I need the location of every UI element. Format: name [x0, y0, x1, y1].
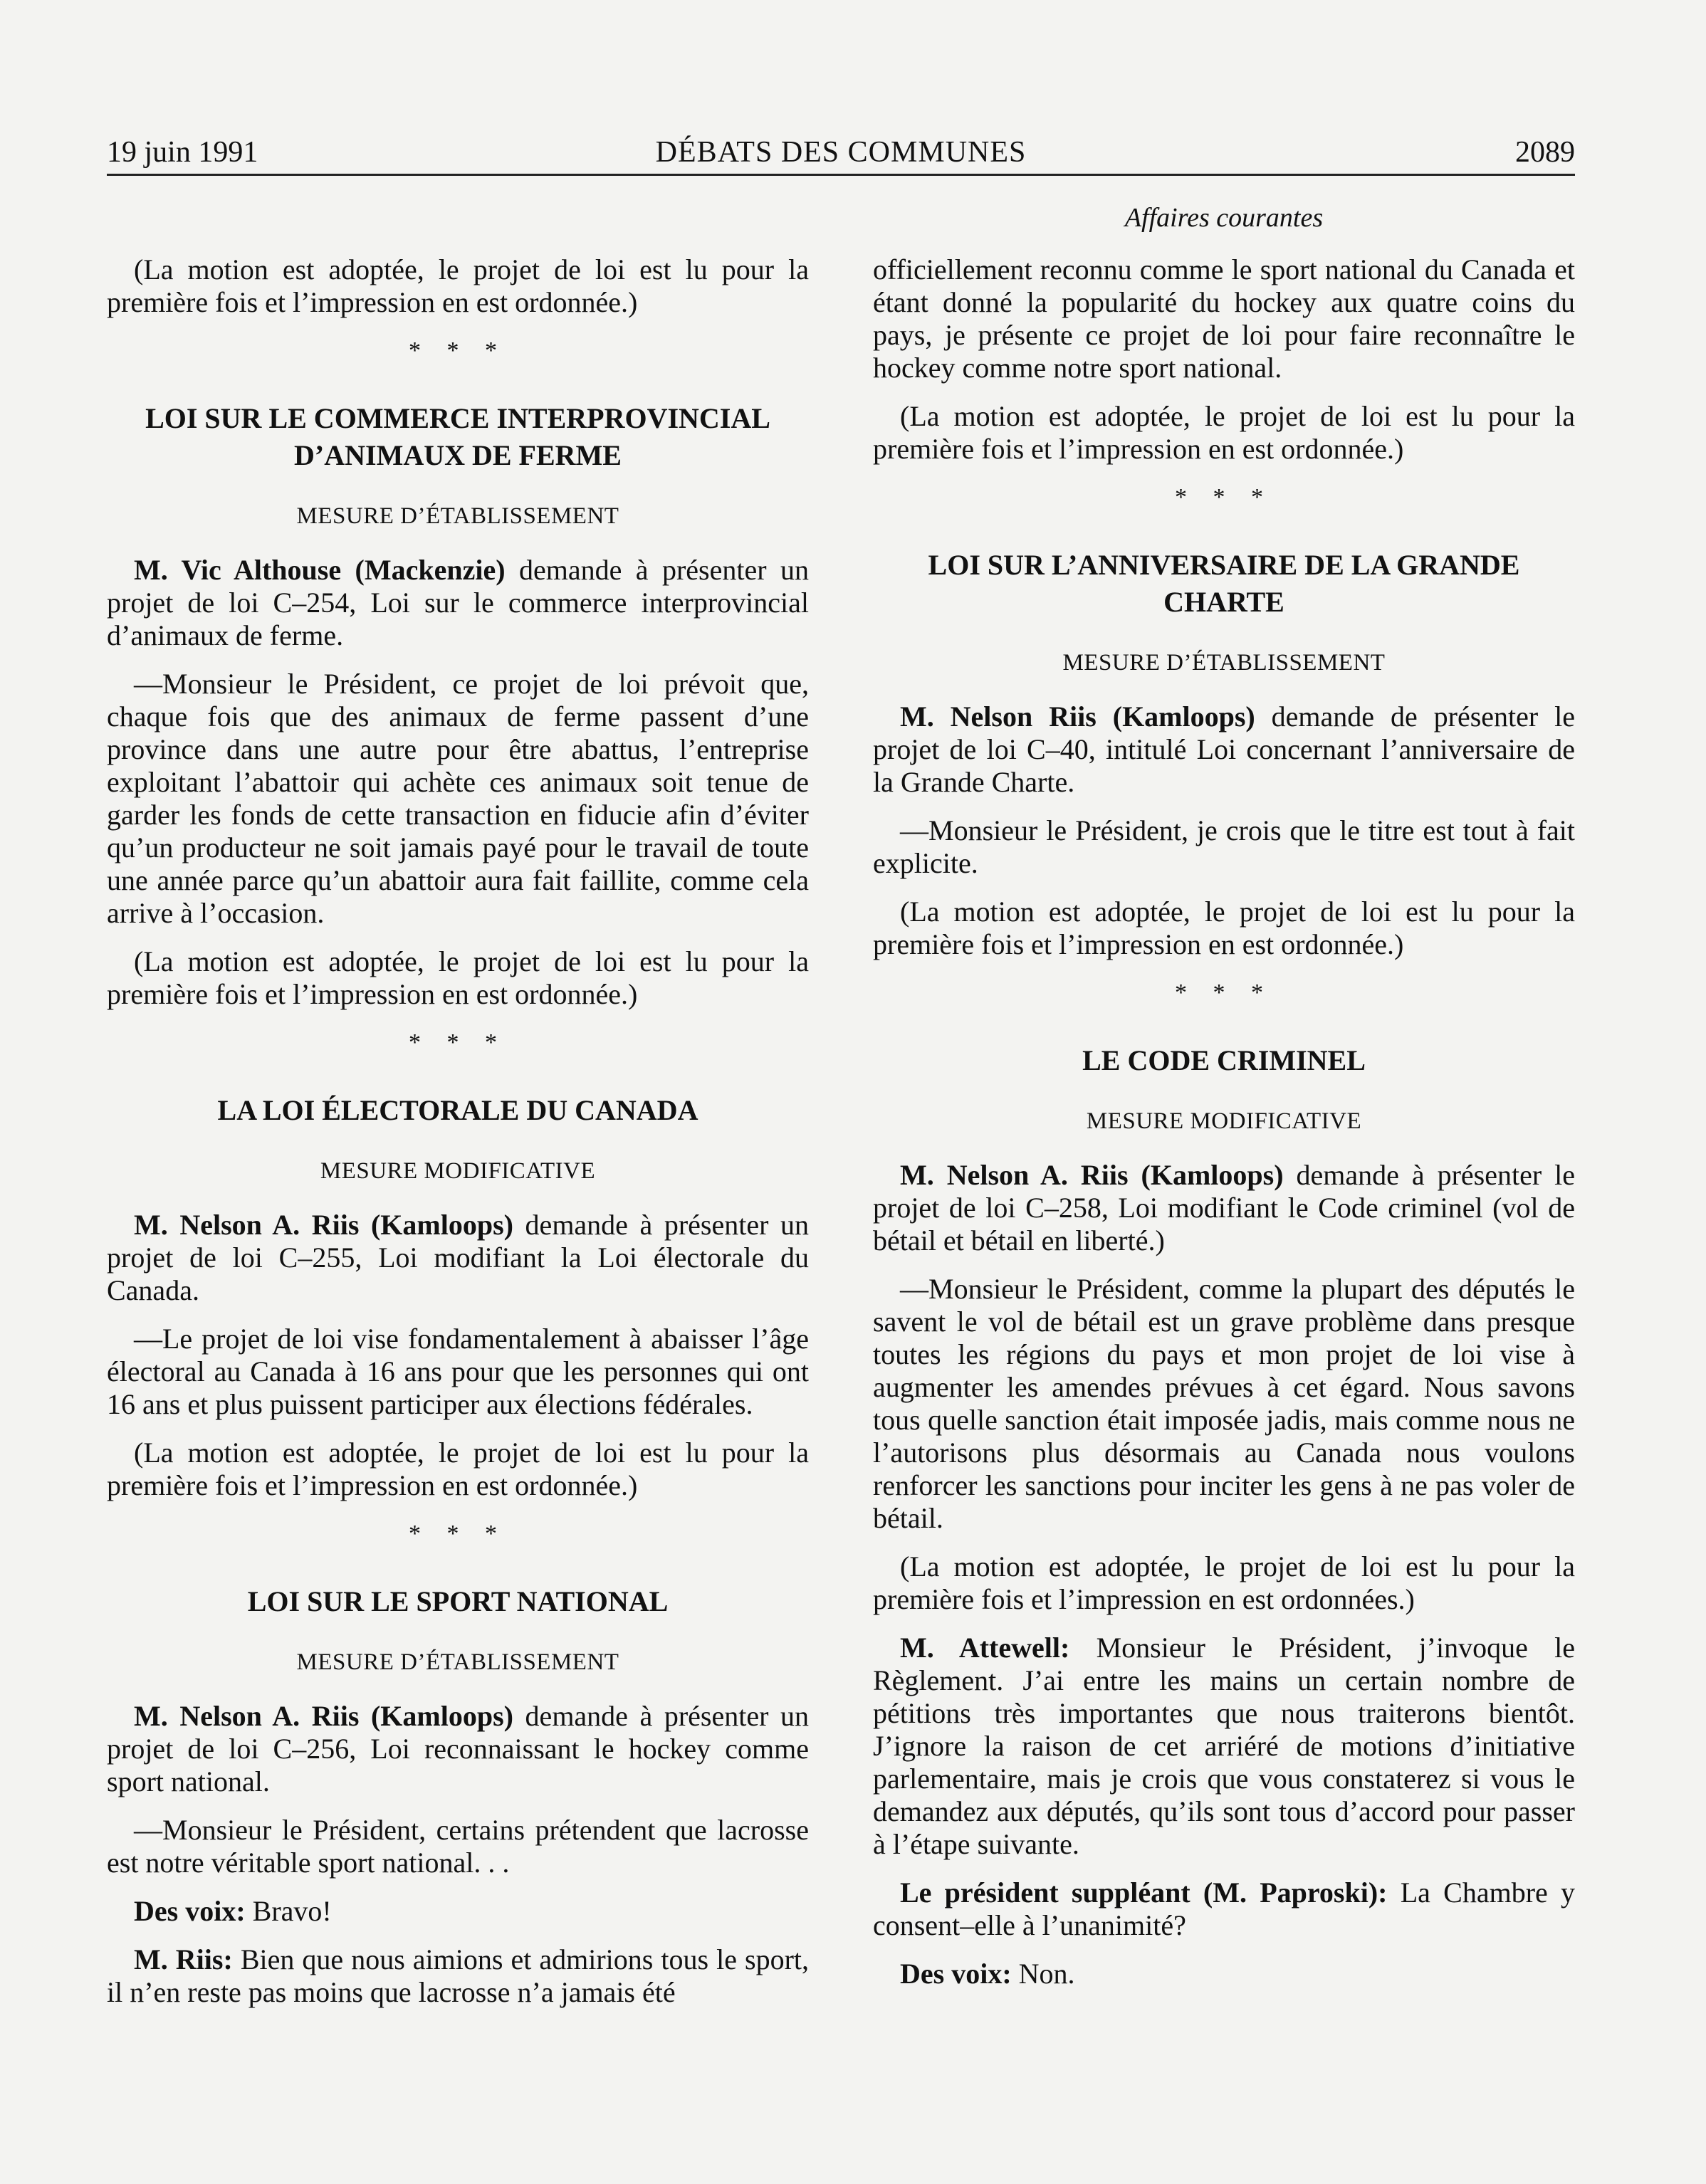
- section-title-line: LOI SUR L’ANNIVERSAIRE DE LA GRANDE: [928, 549, 1520, 581]
- speech-paragraph: [107, 1943, 809, 2009]
- section-separator: * * *: [1175, 484, 1273, 510]
- motion-paragraph: (La motion est adoptée, le projet de loi est lu pour la première fois et l’impression en est ordonnée.): [873, 400, 1575, 465]
- speech-paragraph: [873, 1632, 1575, 1861]
- motion-paragraph: (La motion est adoptée, le projet de loi est lu pour la première fois et l’impression en est ordonnées.): [873, 1550, 1575, 1615]
- left-column: [107, 253, 809, 2025]
- interjection-paragraph: [107, 1895, 809, 1928]
- page-number: 2089: [1515, 136, 1575, 169]
- section-subheading: Affaires courantes: [1124, 203, 1324, 233]
- section-title-line: LE CODE CRIMINEL: [1082, 1044, 1366, 1076]
- measure-label: MESURE D’ÉTABLISSEMENT: [296, 503, 619, 529]
- speech-paragraph: —Monsieur le Président, certains prétendent que lacrosse est notre véritable sport national. . .: [107, 1814, 809, 1879]
- measure-label: MESURE MODIFICATIVE: [1086, 1108, 1362, 1134]
- bill-introduction: [107, 1209, 809, 1307]
- section-heading: [873, 547, 1575, 621]
- section-separator: * * *: [409, 1029, 507, 1056]
- section-heading: [873, 1042, 1575, 1079]
- paragraph-text: demande à présenter un projet de loi C–256, Loi reconnaissant le hockey comme sport national.: [107, 1700, 809, 1797]
- interjection-paragraph: [873, 1958, 1575, 1990]
- right-column: [873, 253, 1575, 2006]
- header-date: 19 juin 1991: [107, 136, 258, 169]
- section-title-line: CHARTE: [1163, 586, 1284, 618]
- section-title-line: LOI SUR LE COMMERCE INTERPROVINCIAL: [145, 402, 770, 434]
- section-title-line: D’ANIMAUX DE FERME: [294, 439, 622, 471]
- speech-paragraph: —Le projet de loi vise fondamentalement à abaisser l’âge électoral au Canada à 16 ans pour que les personnes qui ont 16 ans et plus puissent participer aux élections fédérales.: [107, 1323, 809, 1420]
- motion-paragraph: (La motion est adoptée, le projet de loi est lu pour la première fois et l’impression en est ordonnée.): [107, 253, 809, 318]
- measure-label: MESURE D’ÉTABLISSEMENT: [296, 1649, 619, 1675]
- paragraph-text: demande de présenter le projet de loi C–40, intitulé Loi concernant l’anniversaire de la Grande Charte.: [873, 700, 1576, 798]
- speaker-name: M. Nelson A. Riis (Kamloops): [134, 1700, 513, 1732]
- section-separator: * * *: [409, 337, 507, 364]
- speaker-name: Des voix:: [134, 1895, 246, 1927]
- paragraph-text: demande à présenter un projet de loi C–254, Loi sur le commerce interprovincial d’animaux de ferme.: [107, 554, 809, 651]
- continued-paragraph: officiellement reconnu comme le sport national du Canada et étant donné la popularité du hockey aux quatre coins du pays, je présente ce projet de loi pour faire reconnaître le hockey comme notre sport national.: [873, 253, 1575, 384]
- paragraph-text: demande à présenter le projet de loi C–258, Loi modifiant le Code criminel (vol de bétail et bétail en liberté.): [873, 1159, 1575, 1256]
- speaker-name: Le président suppléant (M. Paproski):: [900, 1876, 1388, 1909]
- section-heading: [107, 1583, 809, 1620]
- page-header: [107, 128, 1575, 176]
- section-separator: * * *: [1175, 980, 1273, 1006]
- section-title-line: LA LOI ÉLECTORALE DU CANADA: [217, 1094, 698, 1126]
- speech-paragraph: —Monsieur le Président, je crois que le titre est tout à fait explicite.: [873, 814, 1575, 879]
- motion-paragraph: (La motion est adoptée, le projet de loi est lu pour la première fois et l’impression en est ordonnée.): [107, 1437, 809, 1501]
- section-separator: * * *: [409, 1521, 507, 1547]
- paragraph-text: Monsieur le Président, j’invoque le Règlement. J’ai entre les mains un certain nombre de pétitions très importantes que nous traiterons bientôt. J’ignore la raison de cet arriéré de motions d’initiative parlementaire, mais je crois que vous constaterez si vous le demandez aux députés, qu’ils sont tous d’accord pour passer à l’étape suivante.: [873, 1632, 1575, 1860]
- section-heading: [107, 1092, 809, 1129]
- measure-label: MESURE MODIFICATIVE: [320, 1158, 596, 1184]
- bill-introduction: [107, 1700, 809, 1798]
- paragraph-text: demande à présenter un projet de loi C–255, Loi modifiant la Loi électorale du Canada.: [107, 1209, 809, 1306]
- speaker-name: M. Riis:: [134, 1943, 233, 1975]
- motion-paragraph: (La motion est adoptée, le projet de loi est lu pour la première fois et l’impression en est ordonnée.): [107, 945, 809, 1010]
- measure-label: MESURE D’ÉTABLISSEMENT: [1062, 650, 1386, 676]
- bill-introduction: [873, 700, 1575, 799]
- paragraph-text: Bien que nous aimions et admirions tous le sport, il n’en reste pas moins que lacrosse n’a jamais été: [107, 1943, 809, 2008]
- paragraph-text: La Chambre y consent–elle à l’unanimité?: [873, 1876, 1576, 1941]
- paragraph-text: Non.: [1011, 1958, 1075, 1990]
- speaker-name: M. Nelson A. Riis (Kamloops): [900, 1159, 1284, 1191]
- speech-paragraph: —Monsieur le Président, ce projet de loi prévoit que, chaque fois que des animaux de ferme passent d’une province dans une autre pour être abattus, l’entreprise exploitant l’abattoir qui achète ces animaux soit tenue de garder les fonds de cette transaction en fiducie afin d’éviter qu’un producteur ne soit jamais payé pour le travail de toute une année parce qu’un abattoir aura fait faillite, comme cela arrive à l’occasion.: [107, 668, 809, 929]
- speaker-name: Des voix:: [900, 1958, 1012, 1990]
- bill-introduction: [107, 554, 809, 652]
- speaker-name: M. Nelson A. Riis (Kamloops): [134, 1209, 513, 1241]
- motion-paragraph: (La motion est adoptée, le projet de loi est lu pour la première fois et l’impression en est ordonnée.): [873, 896, 1575, 960]
- bill-introduction: [873, 1159, 1575, 1257]
- speaker-name: M. Vic Althouse (Mackenzie): [134, 554, 506, 586]
- paragraph-text: Bravo!: [245, 1895, 332, 1927]
- speaker-name: M. Nelson Riis (Kamloops): [900, 700, 1255, 733]
- header-title: DÉBATS DES COMMUNES: [655, 136, 1027, 169]
- speech-paragraph: —Monsieur le Président, comme la plupart des députés le savent le vol de bétail est un grave problème dans presque toutes les régions du pays et mon projet de loi vise à augmenter les amendes prévues à cet égard. Nous savons tous quelle sanction était imposée jadis, mais comme nous ne l’autorisons plus désormais au Canada nous voulons renforcer les sanctions pour inciter les gens à ne pas voler de bétail.: [873, 1273, 1575, 1534]
- speech-paragraph: [873, 1876, 1575, 1942]
- speaker-name: M. Attewell:: [900, 1632, 1070, 1664]
- section-heading: [107, 400, 809, 474]
- section-title-line: LOI SUR LE SPORT NATIONAL: [247, 1585, 669, 1617]
